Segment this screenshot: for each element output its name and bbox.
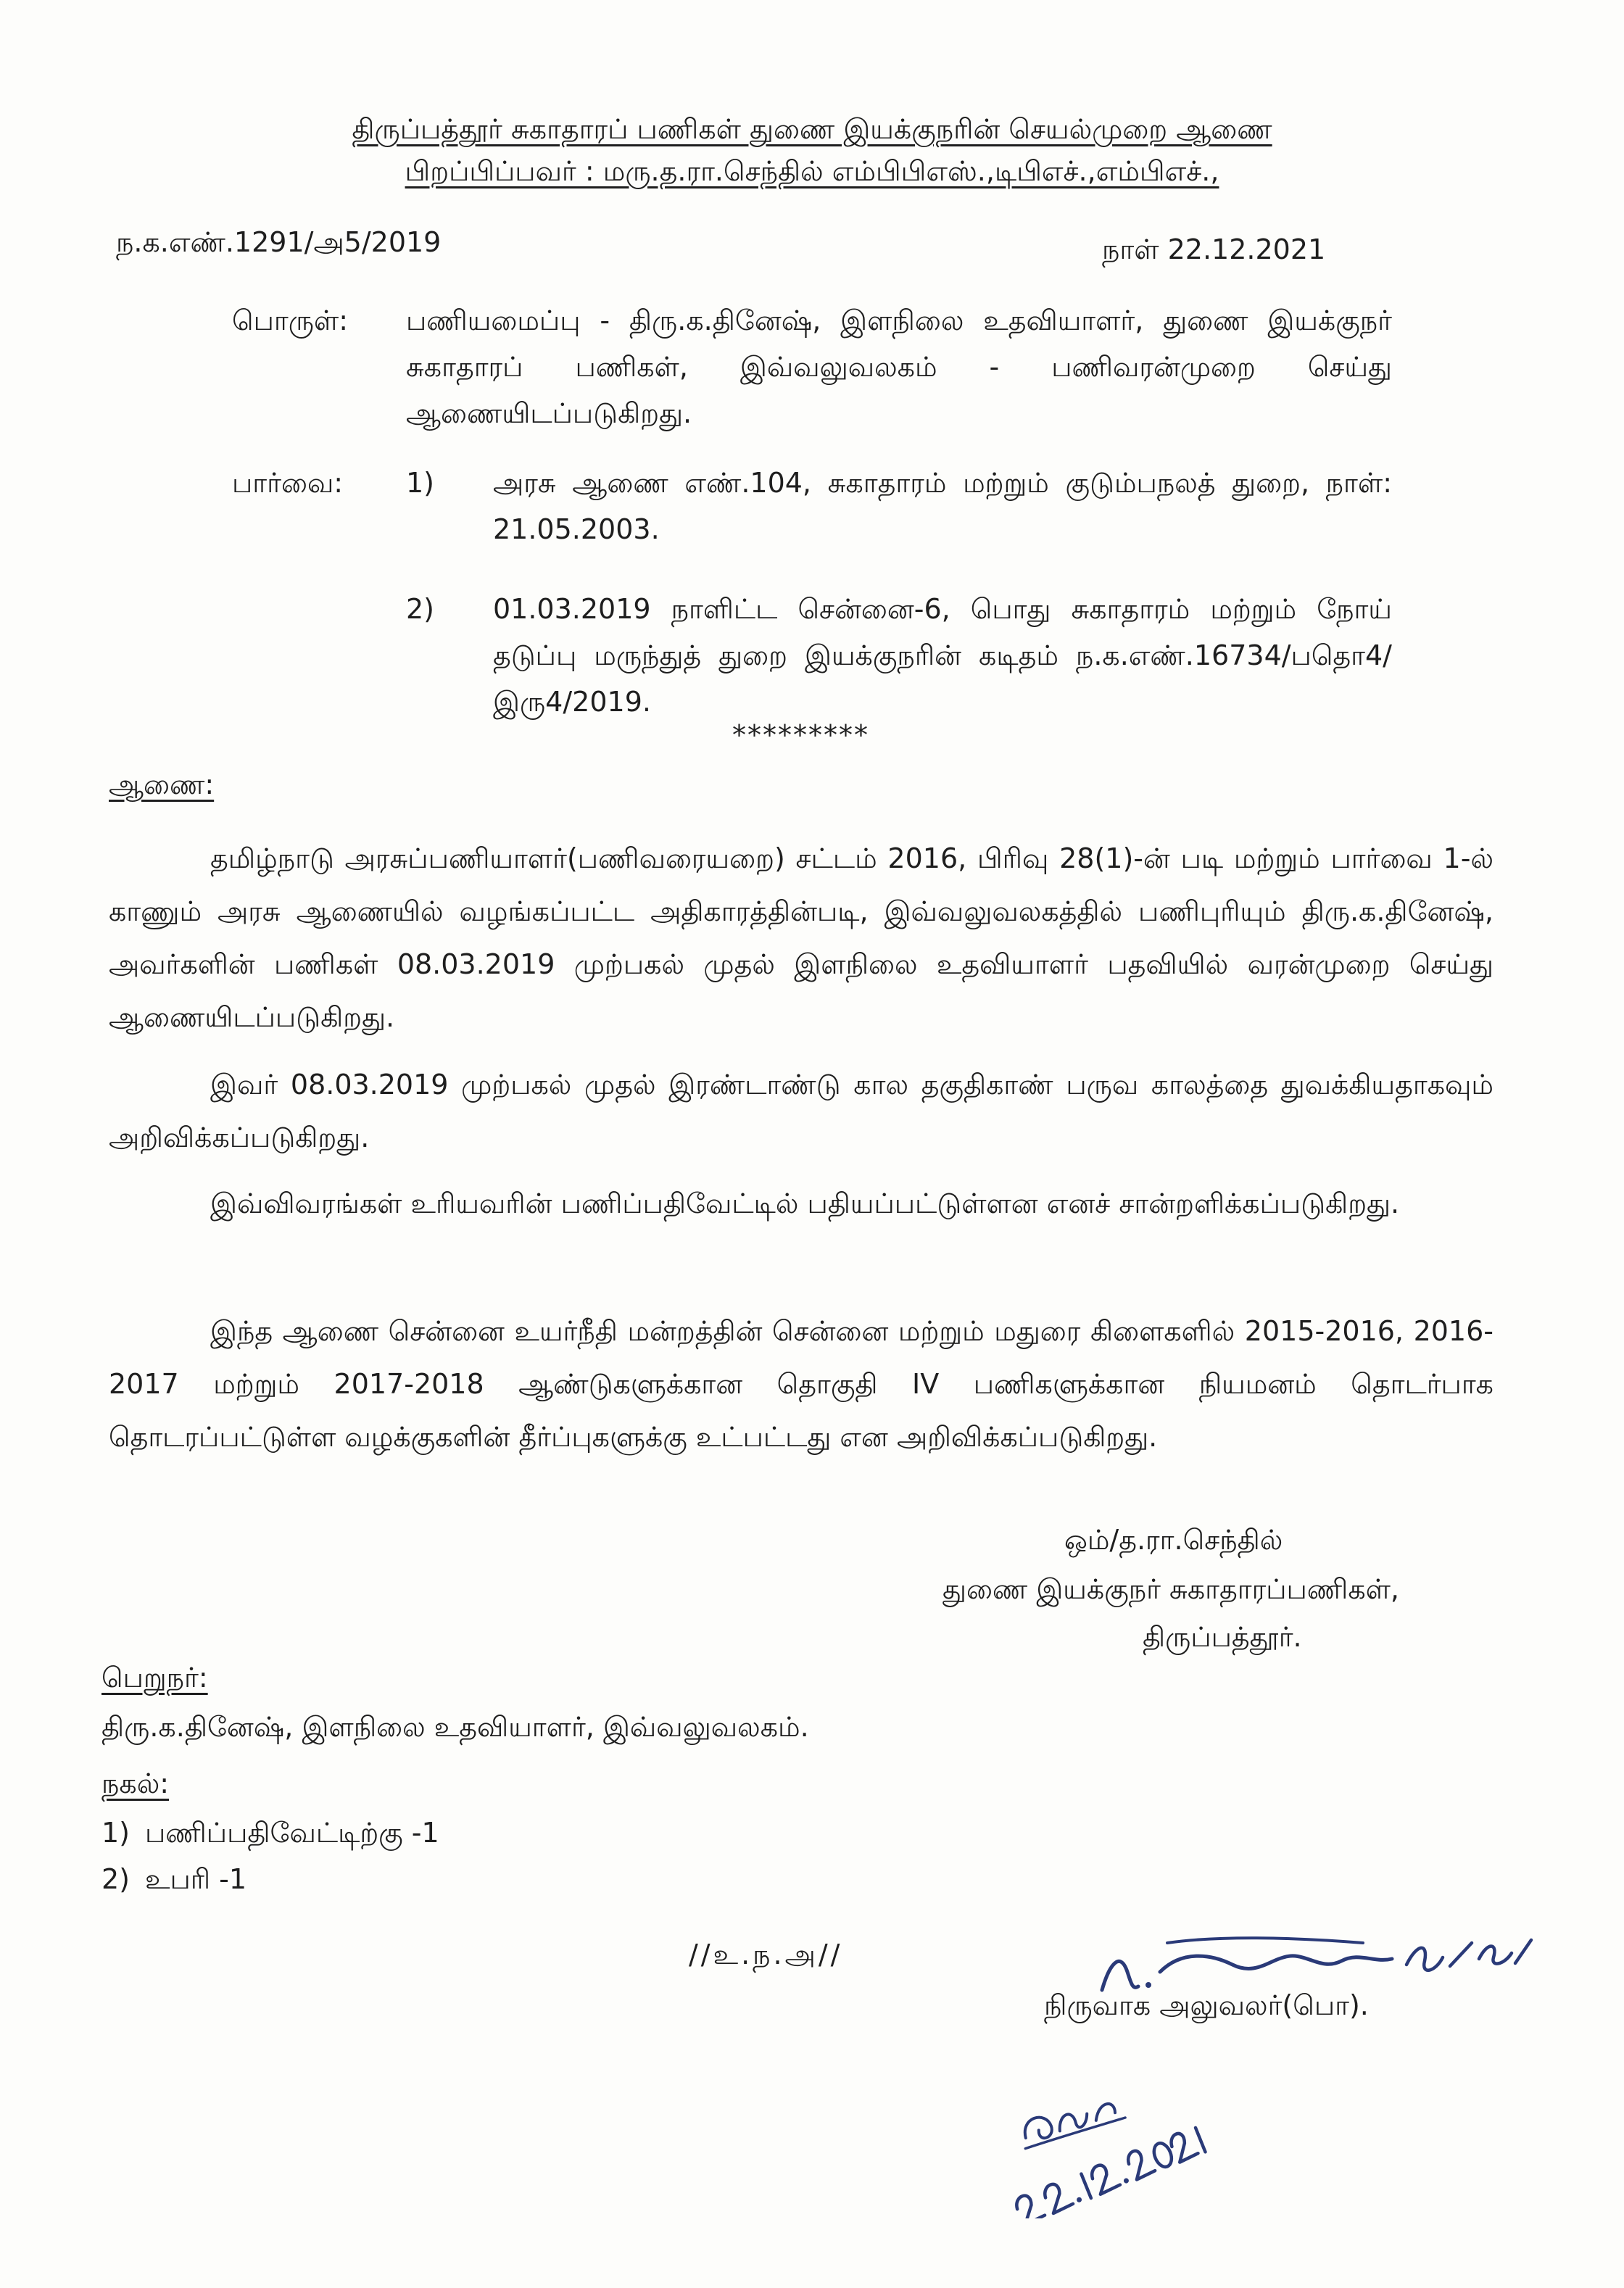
copy-2-number: 2)	[102, 1863, 130, 1895]
document-title-text: திருப்பத்தூர் சுகாதாரப் பணிகள் துணை இயக்குநரின் செயல்முறை ஆணை	[352, 113, 1272, 145]
subject-label: பொருள்:	[232, 304, 349, 336]
subject-text: பணியமைப்பு - திரு.க.தினேஷ், இளநிலை உதவியாளர், துணை இயக்குநர் சுகாதாரப் பணிகள், இவ்வலுவலகம் - பணிவரன்முறை செய்து ஆணையிடப்படுகிறது.	[406, 304, 1392, 429]
references-label: பார்வை:	[232, 467, 344, 499]
order-paragraph-3: இவ்விவரங்கள் உரியவரின் பணிப்பதிவேட்டில் பதியப்பட்டுள்ளன எனச் சான்றளிக்கப்படுகிறது.	[210, 1187, 1400, 1219]
signatory-place: திருப்பத்தூர்.	[1143, 1621, 1302, 1653]
reference-2-text: 01.03.2019 நாளிட்ட சென்னை-6, பொது சுகாதாரம் மற்றும் நோய் தடுப்பு மருந்துத் துறை இயக்குநரின் கடிதம் ந.க.எண்.16734/பதொ4/இரு4/2019.	[493, 593, 1392, 718]
order-heading: ஆணை:	[109, 768, 215, 800]
issuer-line	[0, 149, 1624, 193]
reference-number: ந.க.எண்.1291/அ5/2019	[116, 226, 442, 258]
reference-1-number: 1)	[406, 467, 435, 499]
admin-officer: நிருவாக அலுவலர்(பொ).	[1044, 1989, 1369, 2021]
handwritten-date-initial	[993, 2073, 1211, 2218]
order-paragraph-1: தமிழ்நாடு அரசுப்பணியாளர்(பணிவரையறை) சட்டம் 2016, பிரிவு 28(1)-ன் படி மற்றும் பார்வை 1-ல் காணும் அரசு ஆணையில் வழங்கப்பட்ட அதிகாரத்தின்படி, இவ்வலுவலகத்தில் பணிபுரியும் திரு.க.தினேஷ், அவர்களின் பணிகள் 08.03.2019 முற்பகல் முதல் இளநிலை உதவியாளர் பதவியில் வரன்முறை செய்து ஆணையிடப்படுகிறது.	[109, 842, 1494, 1033]
signatory-name: ஒம்/த.ரா.செந்தில்	[1064, 1524, 1283, 1556]
issuer-line-text: பிறப்பிப்பவர் : மரு.த.ரா.செந்தில் எம்பிபிஎஸ்.,டிபிஎச்.,எம்பிஎச்.,	[405, 155, 1219, 187]
order-paragraph-2: இவர் 08.03.2019 முற்பகல் முதல் இரண்டாண்டு கால தகுதிகாண் பருவ காலத்தை துவக்கியதாகவும் அறிவிக்கப்படுகிறது.	[109, 1069, 1494, 1153]
signatory-designation: துணை இயக்குநர் சுகாதாரப்பணிகள்,	[942, 1573, 1399, 1605]
reference-1-text: அரசு ஆணை எண்.104, சுகாதாரம் மற்றும் குடும்பநலத் துறை, நாள்: 21.05.2003.	[493, 467, 1392, 545]
recipient-label: பெறுநர்:	[102, 1662, 208, 1694]
order-date: நாள் 22.12.2021	[1102, 233, 1326, 265]
copy-2-text: உபரி -1	[145, 1863, 247, 1895]
reference-2-number: 2)	[406, 593, 435, 625]
attestation-mark: //உ.ந.அ//	[689, 1939, 843, 1970]
copy-label: நகல்:	[102, 1767, 170, 1799]
copy-1-text: பணிப்பதிவேட்டிற்கு -1	[145, 1817, 439, 1849]
order-paragraph-4: இந்த ஆணை சென்னை உயர்நீதி மன்றத்தின் சென்னை மற்றும் மதுரை கிளைகளில் 2015-2016, 2016-2017 மற்றும் 2017-2018 ஆண்டுகளுக்கான தொகுதி IV பணிகளுக்கான நியமனம் தொடர்பாக தொடரப்பட்டுள்ள வழக்குகளின் தீர்ப்புகளுக்கு உட்பட்டது என அறிவிக்கப்படுகிறது.	[109, 1315, 1494, 1453]
copy-1-number: 1)	[102, 1817, 130, 1849]
recipient-text: திரு.க.தினேஷ், இளநிலை உதவியாளர், இவ்வலுவலகம்.	[102, 1711, 809, 1743]
document-title	[0, 107, 1624, 151]
stars-separator: *********	[732, 719, 869, 751]
